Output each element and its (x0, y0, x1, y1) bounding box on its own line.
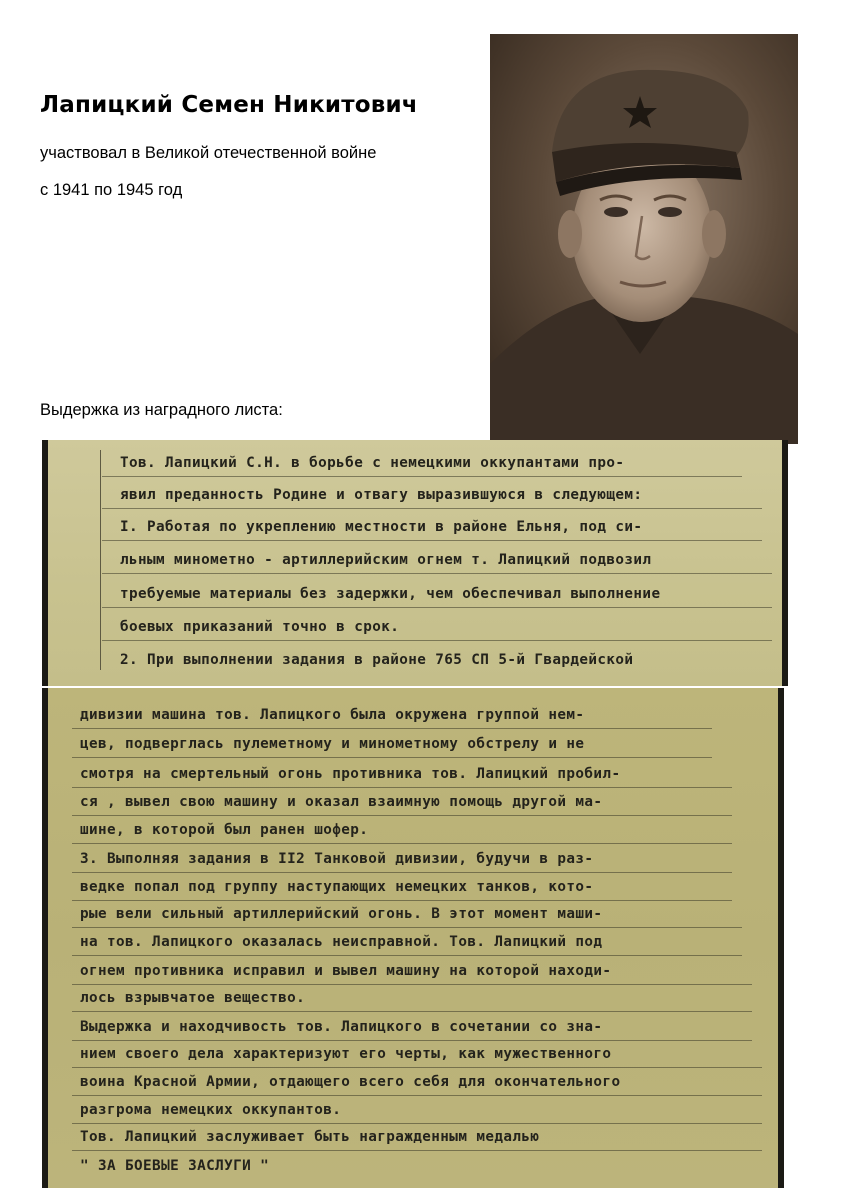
ruled-line (102, 640, 772, 641)
ruled-line (72, 815, 732, 816)
ruled-line (72, 900, 732, 901)
ruled-line (72, 787, 732, 788)
scan-edge (42, 440, 48, 686)
document-line: смотря на смертельный огонь противника тов. Лапицкий пробил- (80, 766, 621, 782)
ruled-line (72, 1040, 752, 1041)
document-line: Выдержка и находчивость тов. Лапицкого в сочетании со зна- (80, 1019, 603, 1035)
ruled-line (72, 757, 712, 758)
ruled-line (72, 927, 742, 928)
document-line: требуемые материалы без задержки, чем обеспечивал выполнение (120, 586, 661, 602)
ruled-line (72, 1067, 762, 1068)
document-line: Тов. Лапицкий заслуживает быть награжденным медалью (80, 1129, 540, 1145)
document-line: воина Красной Армии, отдающего всего себя для окончательного (80, 1074, 621, 1090)
ruled-line (72, 1123, 762, 1124)
ruled-line (72, 1150, 762, 1151)
ruled-line (102, 573, 772, 574)
document-line: I. Работая по укреплению местности в районе Ельня, под си- (120, 519, 643, 535)
document-line: шине, в которой был ранен шофер. (80, 822, 369, 838)
document-line: 2. При выполнении задания в районе 765 СП 5-й Гвардейской (120, 652, 634, 668)
document-line: дивизии машина тов. Лапицкого была окружена группой нем- (80, 707, 585, 723)
scan-edge (782, 440, 788, 686)
soldier-portrait-photo (490, 34, 798, 444)
document-line: огнем противника исправил и вывел машину на которой находи- (80, 963, 612, 979)
service-period: с 1941 по 1945 год (40, 181, 183, 199)
margin-line (100, 450, 101, 670)
award-sheet-scan-2 (42, 688, 784, 1188)
ruled-line (72, 728, 712, 729)
document-line: Тов. Лапицкий С.Н. в борьбе с немецкими оккупантами про- (120, 455, 625, 471)
document-line: лось взрывчатое вещество. (80, 990, 306, 1006)
document-line: явил преданность Родине и отвагу выразившуюся в следующем: (120, 487, 643, 503)
document-line: на тов. Лапицкого оказалась неисправной. Тов. Лапицкий под (80, 934, 603, 950)
ruled-line (102, 607, 772, 608)
document-line: ся , вывел свою машину и оказал взаимную помощь другой ма- (80, 794, 603, 810)
person-name: Лапицкий Семен Никитович (40, 92, 418, 118)
ruled-line (72, 1011, 752, 1012)
document-line: " ЗА БОЕВЫЕ ЗАСЛУГИ " (80, 1158, 270, 1174)
ruled-line (102, 508, 762, 509)
award-sheet-scan-1 (42, 440, 788, 686)
ruled-line (72, 843, 732, 844)
ruled-line (72, 1095, 762, 1096)
ruled-line (72, 955, 742, 956)
ruled-line (72, 872, 732, 873)
document-line: боевых приказаний точно в срок. (120, 619, 400, 635)
document-line: нием своего дела характеризуют его черты, как мужественного (80, 1046, 612, 1062)
service-description: участвовал в Великой отечественной войне (40, 144, 377, 162)
document-line: рые вели сильный артиллерийский огонь. В этот момент маши- (80, 906, 603, 922)
ruled-line (102, 540, 762, 541)
ruled-line (72, 984, 752, 985)
document-line: 3. Выполняя задания в II2 Танковой дивизии, будучи в раз- (80, 851, 594, 867)
scan-edge (42, 688, 48, 1188)
document-line: цев, подверглась пулеметному и минометному обстрелу и не (80, 736, 585, 752)
document-line: разгрома немецких оккупантов. (80, 1102, 342, 1118)
award-excerpt-label: Выдержка из наградного листа: (40, 401, 283, 419)
document-line: льным минометно - артиллерийским огнем т. Лапицкий подвозил (120, 552, 652, 568)
document-line: ведке попал под группу наступающих немецких танков, кото- (80, 879, 594, 895)
ruled-line (102, 476, 742, 477)
scan-edge (778, 688, 784, 1188)
